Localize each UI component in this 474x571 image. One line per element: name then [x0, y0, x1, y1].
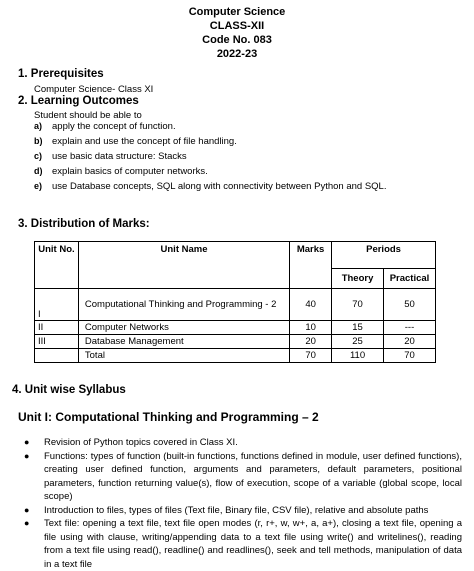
outcomes-list: [34, 120, 454, 195]
header-marks: Marks: [290, 242, 332, 289]
cell-theory: 15: [332, 321, 384, 335]
cell-unit-no: [35, 349, 79, 363]
header-periods: Periods: [332, 242, 436, 269]
year-title: 2022-23: [216, 48, 258, 60]
bullet-icon: ●: [24, 504, 30, 515]
table-row: [35, 349, 436, 363]
item-letter: b): [34, 136, 43, 146]
item-text: use Database concepts, SQL along with connectivity between Python and SQL.: [52, 181, 387, 192]
list-item: [22, 436, 462, 450]
cell-marks: 40: [290, 289, 332, 321]
cell-unit-no: II: [35, 321, 79, 335]
list-item: [22, 450, 462, 504]
cell-unit-name: Computer Networks: [78, 321, 289, 335]
table-row: [35, 289, 436, 321]
item-letter: e): [34, 181, 43, 191]
cell-theory: 25: [332, 335, 384, 349]
code-title: Code No. 083: [202, 34, 272, 46]
cell-unit-no: III: [35, 335, 79, 349]
list-item: [22, 517, 462, 571]
item-text: explain basics of computer networks.: [52, 166, 208, 177]
table-row: [35, 321, 436, 335]
table-row: [35, 335, 436, 349]
document-header: [0, 5, 474, 61]
cell-practical: 50: [384, 289, 436, 321]
cell-theory: 110: [332, 349, 384, 363]
outcomes-intro: Student should be able to: [34, 110, 142, 121]
prereq-heading: 1. Prerequisites: [18, 68, 104, 80]
cell-unit-name: Total: [78, 349, 289, 363]
item-text: use basic data structure: Stacks: [52, 151, 187, 162]
cell-marks: 10: [290, 321, 332, 335]
list-item: [34, 150, 454, 165]
list-item: [34, 165, 454, 180]
header-unit-no: Unit No.: [35, 242, 79, 289]
unit1-topic-list: [22, 436, 462, 571]
item-letter: d): [34, 166, 43, 176]
syllabus-heading: 4. Unit wise Syllabus: [12, 384, 126, 396]
cell-unit-no: I: [35, 289, 79, 321]
cell-marks: 20: [290, 335, 332, 349]
header-unit-name: Unit Name: [78, 242, 289, 289]
cell-unit-name: Database Management: [78, 335, 289, 349]
header-theory: Theory: [332, 269, 384, 289]
cell-practical: 70: [384, 349, 436, 363]
list-item: [34, 135, 454, 150]
item-text: apply the concept of function.: [52, 121, 176, 132]
marks-heading: 3. Distribution of Marks:: [18, 218, 150, 230]
bullet-icon: ●: [24, 437, 30, 447]
cell-theory: 70: [332, 289, 384, 321]
item-letter: a): [34, 121, 43, 131]
header-practical: Practical: [384, 269, 436, 289]
subject-title: Computer Science: [188, 6, 286, 18]
cell-marks: 70: [290, 349, 332, 363]
cell-practical: 20: [384, 335, 436, 349]
cell-practical: ---: [384, 321, 436, 335]
item-text: explain and use the concept of file handling.: [52, 136, 237, 147]
cell-unit-name: Computational Thinking and Programming - 2: [78, 289, 289, 321]
prereq-text: Computer Science- Class XI: [34, 84, 154, 95]
list-item: [34, 180, 454, 195]
list-item: [34, 120, 454, 135]
item-text: Text file: opening a text file, text file open modes (r, r+, w, w+, a, a+), closing a text file, opening a file using with clause, writing/appending data to a text file using write() and writelines(), reading from a text file using read(), readline() and readlines(), seek and tell methods, manipulation of data in a text file: [44, 518, 462, 570]
item-text: Introduction to files, types of files (Text file, Binary file, CSV file), relative and absolute paths: [44, 504, 429, 516]
unit1-heading: Unit I: Computational Thinking and Programming – 2: [18, 410, 319, 424]
bullet-icon: ●: [24, 518, 30, 528]
marks-table: [34, 241, 436, 363]
item-letter: c): [34, 151, 43, 161]
outcomes-heading: 2. Learning Outcomes: [18, 95, 139, 107]
item-text: Functions: types of function (built-in functions, functions defined in module, user defined functions), creating user defined function, arguments and parameters, default parameters, positional parameters, function returning value(s), flow of execution, scope of a variable (global scope, local scope): [44, 450, 462, 502]
bullet-icon: ●: [24, 450, 30, 461]
item-text: Revision of Python topics covered in Class XI.: [44, 437, 238, 448]
list-item: [22, 504, 462, 518]
class-title: CLASS-XII: [209, 20, 265, 32]
